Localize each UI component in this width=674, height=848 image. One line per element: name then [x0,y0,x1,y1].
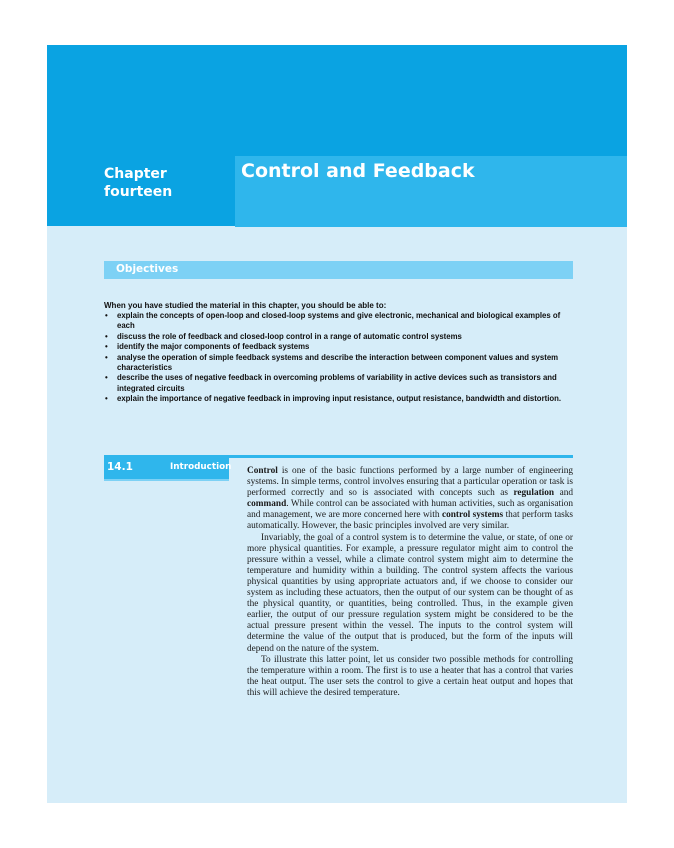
chapter-label-line2: fourteen [104,184,173,200]
section-heading-tab [104,458,232,479]
objectives-heading-bar [104,261,573,279]
bullet-icon: • [105,352,108,362]
body-paragraph: To illustrate this latter point, let us consider two possible methods for controlling the temperature within a room. The first is to use a heater that has a control that varies the heat output. The user sets the control to give a certain heat output and hopes that this will achieve the desired temperature. [247,654,573,698]
section-body [247,466,573,699]
objective-item: • analyse the operation of simple feedback systems and describe the interaction between component values and system characteristics [105,352,559,373]
bullet-icon: • [105,373,108,383]
body-paragraph: Control is one of the basic functions performed by a large number of engineering systems. In simple terms, control involves ensuring that a particular operation or task is performed correctly and so is associated with concepts such as regulation and command. While control can be associated with human activities, such as organisation and management, we are more concerned here with control systems that perform tasks automatically. However, the basic principles involved are very similar. [247,466,574,532]
objective-item: • identify the major components of feedback systems [105,342,310,352]
chapter-title-box [235,156,627,227]
objectives-intro: When you have studied the material in this chapter, you should be able to: [104,301,387,310]
chapter-label [104,165,172,201]
section-title: Introduction [170,462,232,472]
objective-item: • explain the importance of negative feedback in improving input resistance, output resistance, bandwidth and distortion. [105,394,562,404]
section-tab-underline [104,479,229,481]
bullet-icon: • [105,394,108,404]
bullet-icon: • [105,311,108,320]
objective-item: • explain the concepts of open-loop and closed-loop systems and give electronic, mechanical and biological examples of each [105,311,561,331]
book-page [47,45,627,803]
body-paragraph: Invariably, the goal of a control system is to determine the value, or state, of one or more physical quantities. For example, a pressure regulator might aim to control the pressure within a vessel, while a climate control system might aim to determine the temperature and humidity within a building. The control system affects the various physical quantities by using appropriate actuators and, if we choose to consider our system as including these actuators, then the output of our system can be thought of as the physical quantity, or quantities, being controlled. Thus, in the example given earlier, the output of our pressure regulation system might be considered to be the actual pressure present within the vessel. The inputs to the control system will determine the value of the output that is produced, but the form of the inputs will depend on the nature of the system. [247,532,573,654]
objective-item: • discuss the role of feedback and closed-loop control in a range of automatic control systems [105,331,462,341]
chapter-title: Control and Feedback [241,160,475,182]
bullet-icon: • [105,342,108,352]
objectives-heading: Objectives [116,263,179,275]
objective-item: • describe the uses of negative feedback in overcoming problems of variability in active devices such as transistors and integrated circuits [105,373,557,393]
bullet-icon: • [105,331,108,341]
objectives-list [104,311,579,405]
chapter-label-band [47,212,235,226]
section-number: 14.1 [107,461,133,473]
chapter-label-line1: Chapter [104,166,167,182]
